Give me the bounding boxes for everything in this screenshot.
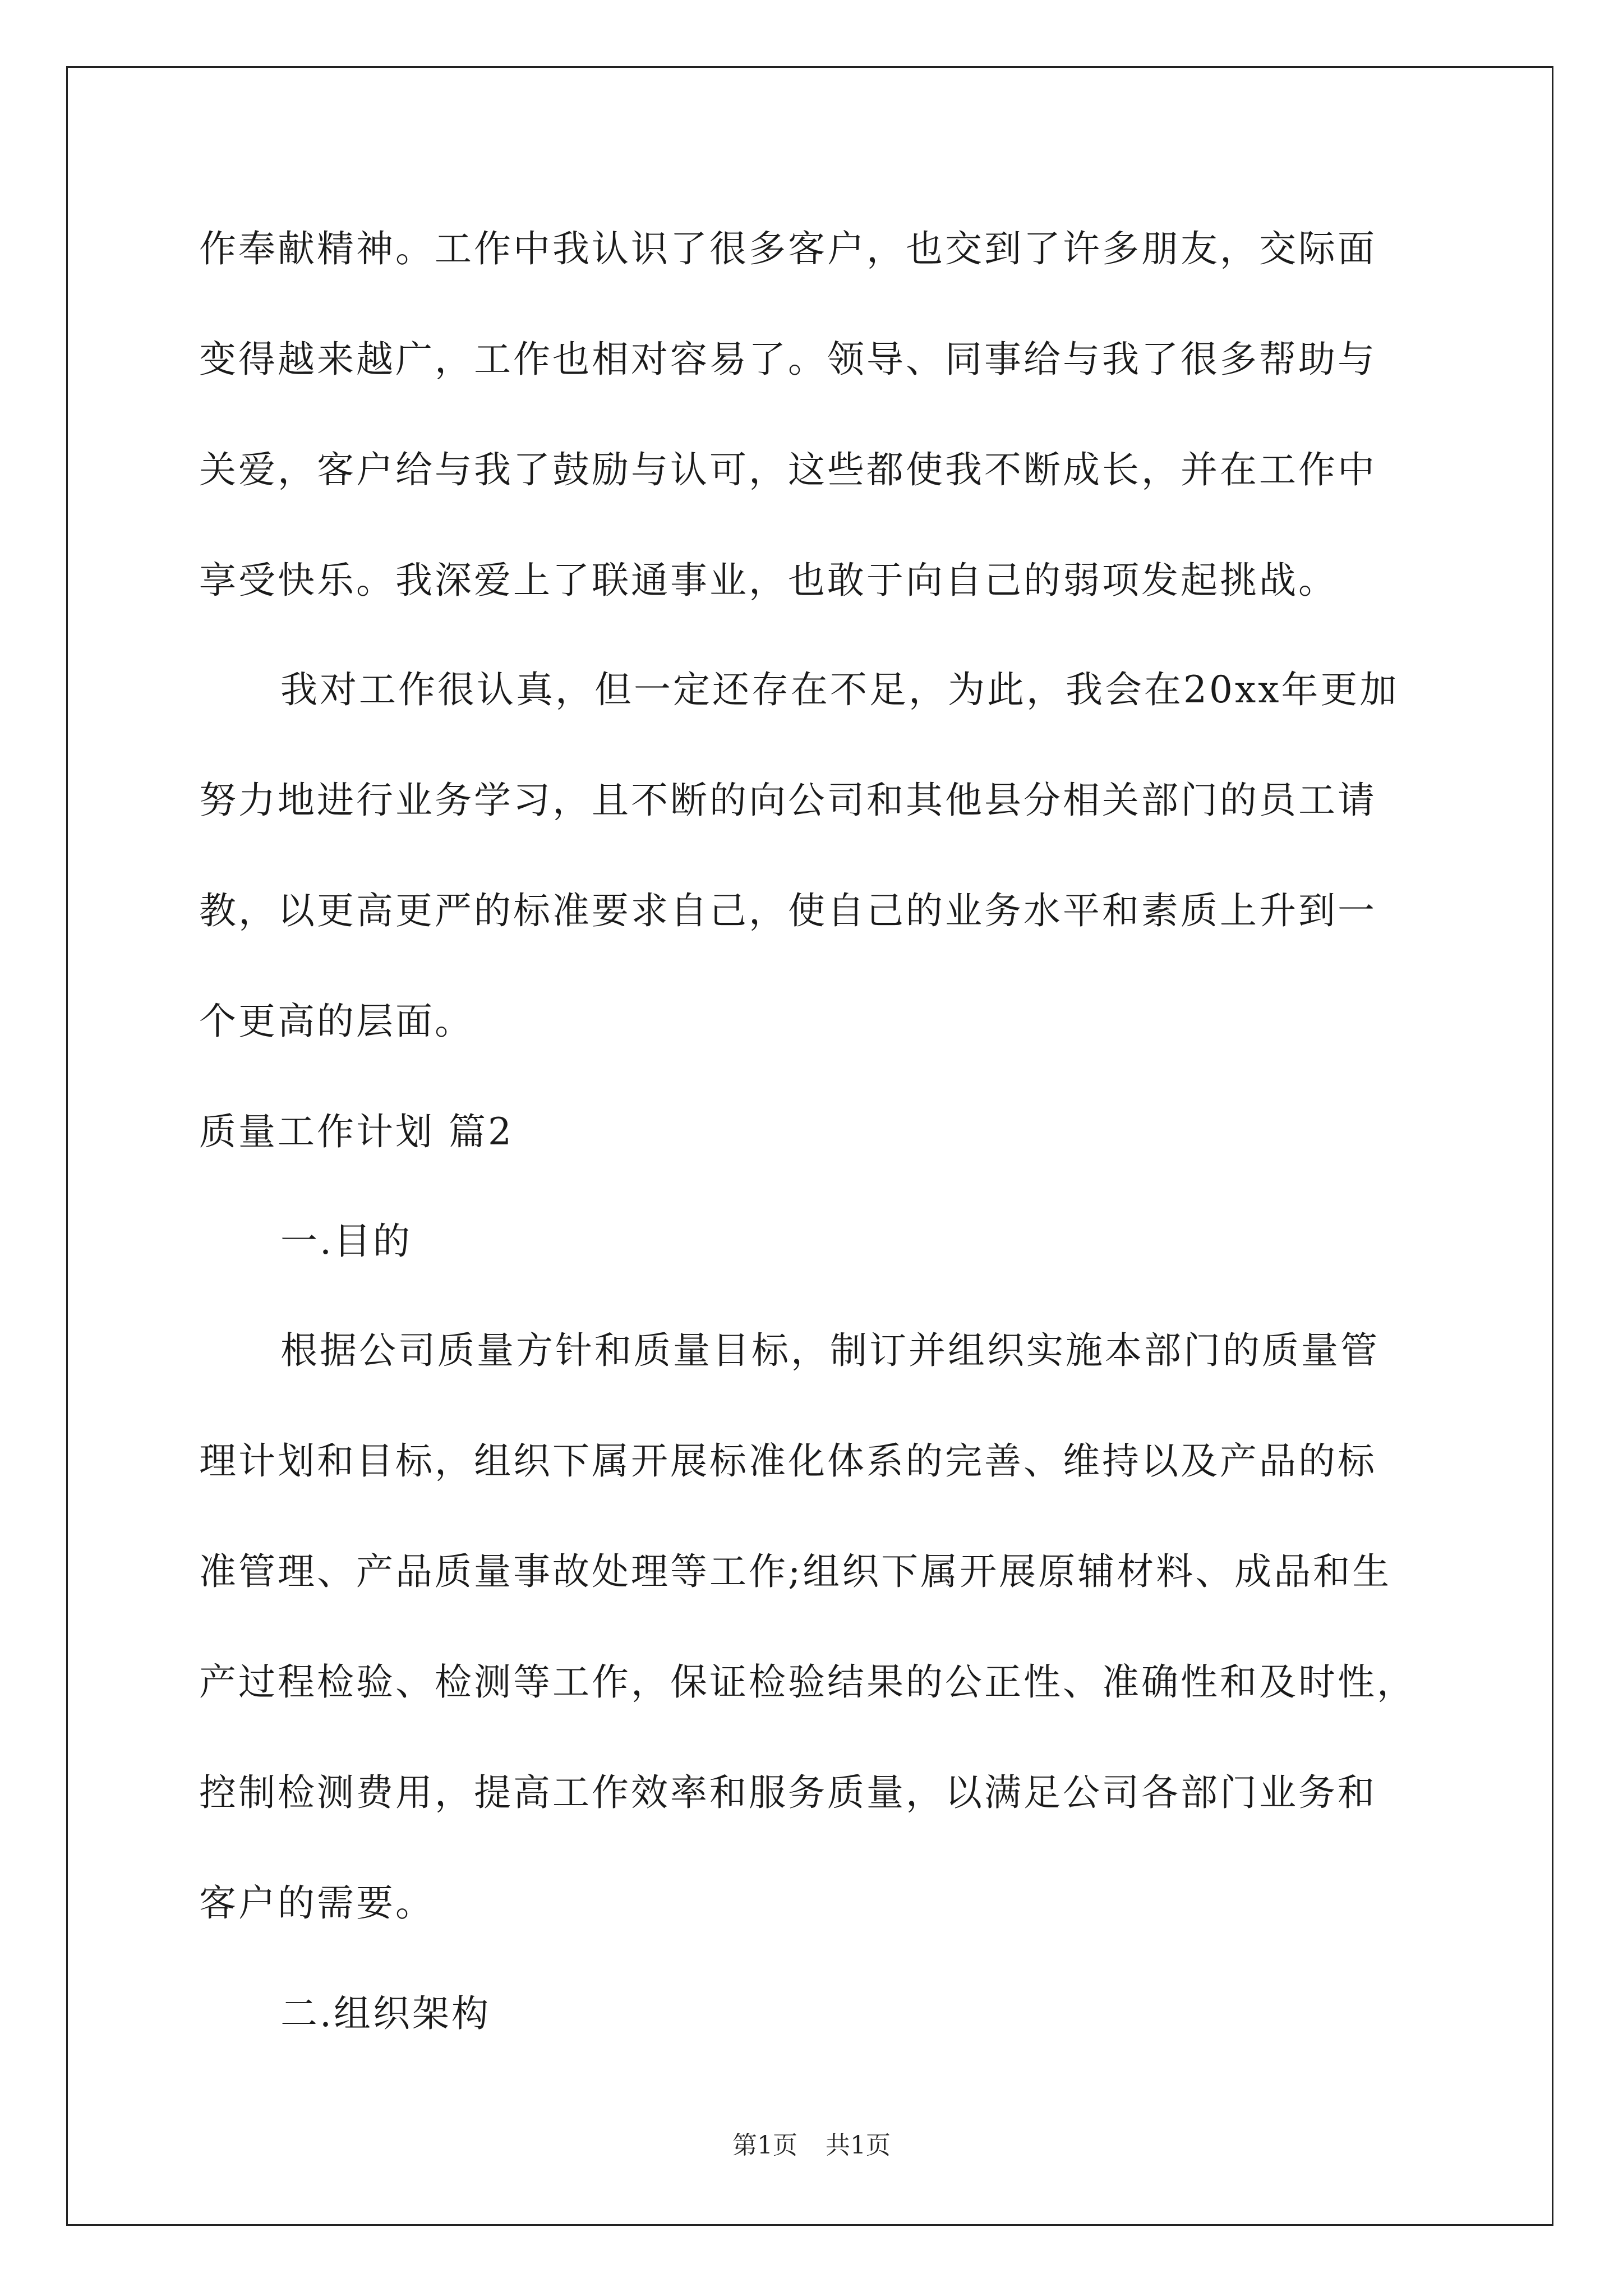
paragraph-first-line: 我对工作很认真，但一定还存在不足，为此，我会在20xx年更加 (280, 668, 1399, 711)
page-footer (0, 2129, 1623, 2162)
body-text-line: 产过程检验、检测等工作，保证检验结果的公正性、准确性和及时性， (199, 1660, 1416, 1704)
body-text-line: 关爱，客户给与我了鼓励与认可，这些都使我不断成长，并在工作中 (199, 448, 1377, 491)
body-text-line: 教，以更高更严的标准要求自己，使自己的业务水平和素质上升到一 (199, 889, 1377, 932)
body-text-line: 控制检测费用，提高工作效率和服务质量，以满足公司各部门业务和 (199, 1771, 1377, 1814)
body-text-line: 个更高的层面。 (199, 1000, 474, 1043)
paragraph-first-line: 根据公司质量方针和质量目标，制订并组织实施本部门的质量管 (280, 1329, 1380, 1372)
subsection-heading: 二.组织架构 (280, 1992, 491, 2035)
body-text-line: 作奉献精神。工作中我认识了很多客户，也交到了许多朋友，交际面 (199, 227, 1377, 270)
body-text-line: 理计划和目标，组织下属开展标准化体系的完善、维持以及产品的标 (199, 1439, 1377, 1483)
subsection-heading: 一.目的 (280, 1220, 412, 1263)
body-text-line: 努力地进行业务学习，且不断的向公司和其他县分相关部门的员工请 (199, 779, 1377, 822)
body-text-line: 享受快乐。我深爱上了联通事业，也敢于向自己的弱项发起挑战。 (199, 559, 1338, 602)
page-total: 共1页 (826, 2131, 891, 2160)
body-text-line: 变得越来越广，工作也相对容易了。领导、同事给与我了很多帮助与 (199, 338, 1377, 381)
section-heading: 质量工作计划 篇2 (199, 1110, 514, 1153)
page-number: 第1页 (732, 2131, 797, 2160)
body-text-line: 准管理、产品质量事故处理等工作;组织下属开展原辅材料、成品和生 (199, 1550, 1392, 1593)
body-text-line: 客户的需要。 (199, 1881, 435, 1925)
